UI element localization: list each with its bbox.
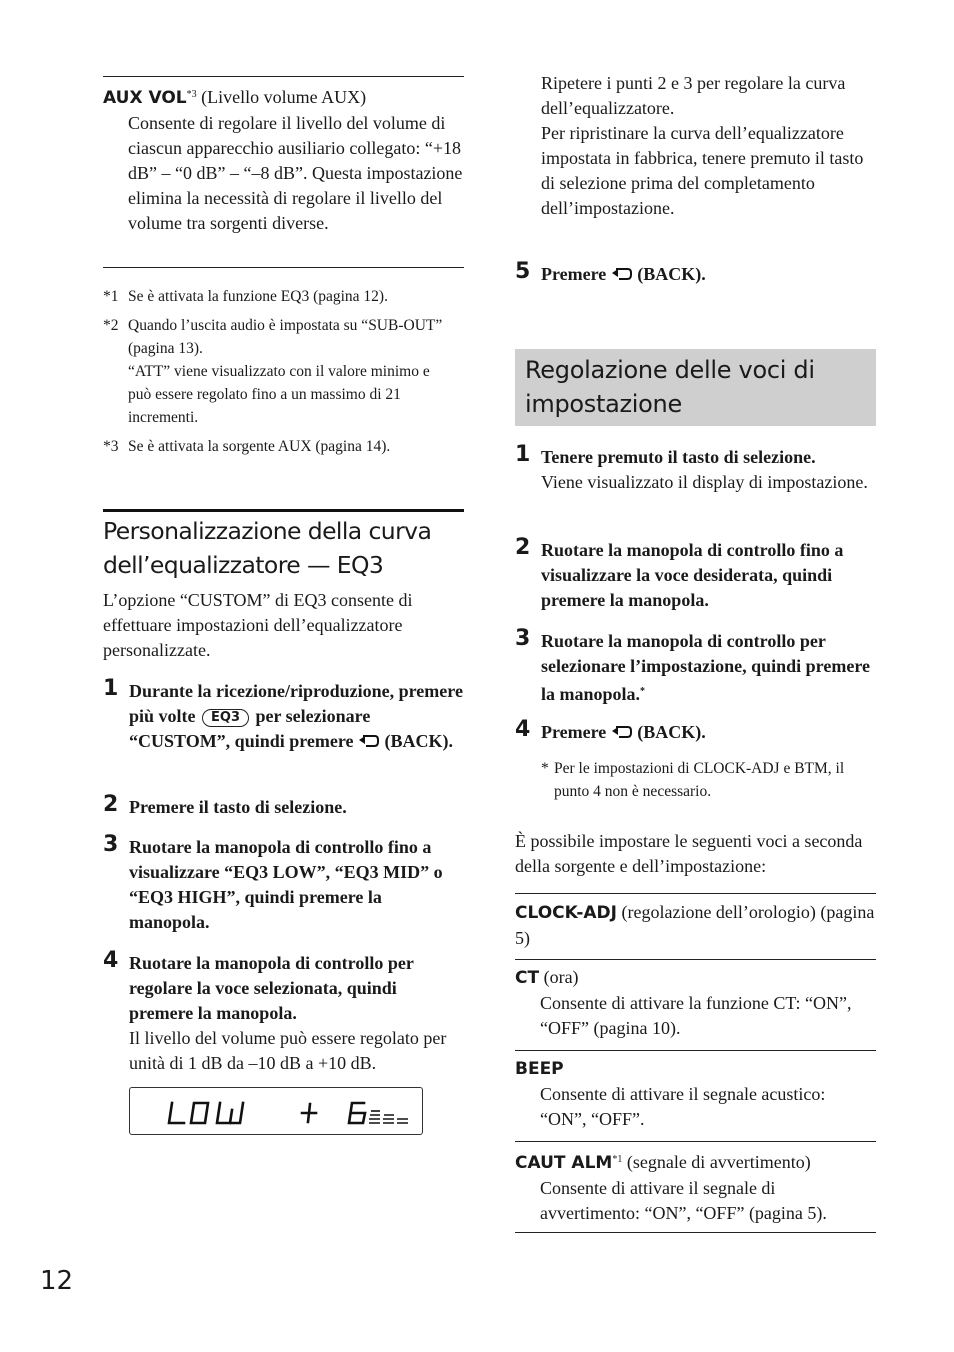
- eq3-step-3: 3 Ruotare la manopola di controllo fino a visualizzare “EQ3 LOW”, “EQ3 MID” o “EQ3 HIGH”, quindi premere la manopola.: [103, 832, 443, 932]
- footnote-1: *1 Se è attivata la funzione EQ3 (pagina 12).: [103, 288, 388, 305]
- eq3-step-1: 1 Durante la ricezione/riproduzione, premere più volte EQ3 per selezionare “CUSTOM”, quindi premere (BACK).: [103, 676, 463, 751]
- items-rule-1: [515, 959, 876, 960]
- settings-step-1: 1 Tenere premuto il tasto di selezione. Viene visualizzato il display di impostazione.: [515, 442, 868, 492]
- aux-vol-sup: *3: [186, 89, 197, 100]
- back-arrow-icon: [358, 733, 380, 749]
- settings-section-header: [515, 349, 876, 426]
- lcd-segment-icon: [130, 1088, 422, 1134]
- items-rule-3: [515, 1141, 876, 1142]
- settings-section-title: Regolazione delle voci di impostazione: [525, 356, 815, 418]
- rule-after-aux: [103, 267, 464, 268]
- eq3-intro: L’opzione “CUSTOM” di EQ3 consente di effettuare impostazioni dell’equalizzatore personalizzate.: [103, 590, 413, 660]
- eq3-step-2: 2 Premere il tasto di selezione.: [103, 792, 347, 817]
- items-rule-2: [515, 1050, 876, 1051]
- aux-vol-term: AUX VOL: [103, 88, 187, 108]
- top-rule-left: [103, 76, 464, 77]
- eq3-step-4: 4 Ruotare la manopola di controllo per regolare la voce selezionata, quindi premere la manopola. Il livello del volume può essere regolato per unità di 1 dB da –10 dB a +10 dB.: [103, 948, 447, 1073]
- footnote-2: *2 Quando l’uscita audio è impostata su “SUB-OUT” (pagina 13). “ATT” viene visualizzato con il valore minimo e può essere regolato fino a un massimo di 21 incrementi.: [103, 317, 443, 426]
- footnote-3: *3 Se è attivata la sorgente AUX (pagina 14).: [103, 438, 391, 455]
- eq3-reset-note: Per ripristinare la curva dell’equalizzatore impostata in fabbrica, tenere premuto il tasto di selezione prima del completamento dell’impostazione.: [541, 123, 864, 218]
- items-rule-4: [515, 1232, 876, 1233]
- section-rule-eq3: [103, 509, 464, 512]
- eq3-button-key: EQ3: [202, 709, 249, 727]
- settings-step-note: * Per le impostazioni di CLOCK-ADJ e BTM, il punto 4 non è necessario.: [541, 760, 845, 800]
- page-number: 12: [40, 1266, 74, 1296]
- back-arrow-icon: [611, 266, 633, 282]
- eq3-step-4-continued: Ripetere i punti 2 e 3 per regolare la curva dell’equalizzatore.: [541, 73, 846, 118]
- items-rule-0: [515, 893, 876, 894]
- settings-step-2: 2 Ruotare la manopola di controllo fino a visualizzare la voce desiderata, quindi premere la manopola.: [515, 535, 844, 610]
- item-ct: CT (ora) Consente di attivare la funzione CT: “ON”, “OFF” (pagina 10).: [515, 967, 852, 1038]
- eq3-section: [103, 514, 464, 582]
- eq3-section-title: Personalizzazione della curva dell’equalizzatore — EQ3: [103, 517, 432, 579]
- back-arrow-icon: [611, 724, 633, 740]
- settings-step-3: 3 Ruotare la manopola di controllo per selezionare l’impostazione, quindi premere la manopola.*: [515, 626, 870, 704]
- aux-vol-entry: [103, 82, 464, 236]
- eq3-step-5: 5 Premere (BACK).: [515, 259, 706, 284]
- lcd-display: [129, 1087, 423, 1135]
- item-caut-alm: CAUT ALM$^{*1}$ (segnale di avvertimento) Consente di attivare il segnale di avvertimento: “ON”, “OFF” (pagina 5).: [515, 1152, 827, 1223]
- aux-vol-desc: Consente di regolare il livello del volume di ciascun apparecchio ausiliario collegato: “+18 dB” – “0 dB” – “–8 dB”. Questa impostazione elimina la necessità di regolare il livello del volume tra sorgenti diverse.: [128, 113, 463, 233]
- settings-step-4: 4 Premere (BACK).: [515, 717, 706, 742]
- item-beep: BEEP Consente di attivare il segnale acustico: “ON”, “OFF”.: [515, 1059, 826, 1129]
- aux-vol-term-note: (Livello volume AUX): [196, 87, 367, 107]
- item-clock-adj: CLOCK-ADJ (regolazione dell’orologio) (pagina 5): [515, 902, 875, 948]
- settings-intro: È possibile impostare le seguenti voci a seconda della sorgente e dell’impostazione:: [515, 831, 863, 876]
